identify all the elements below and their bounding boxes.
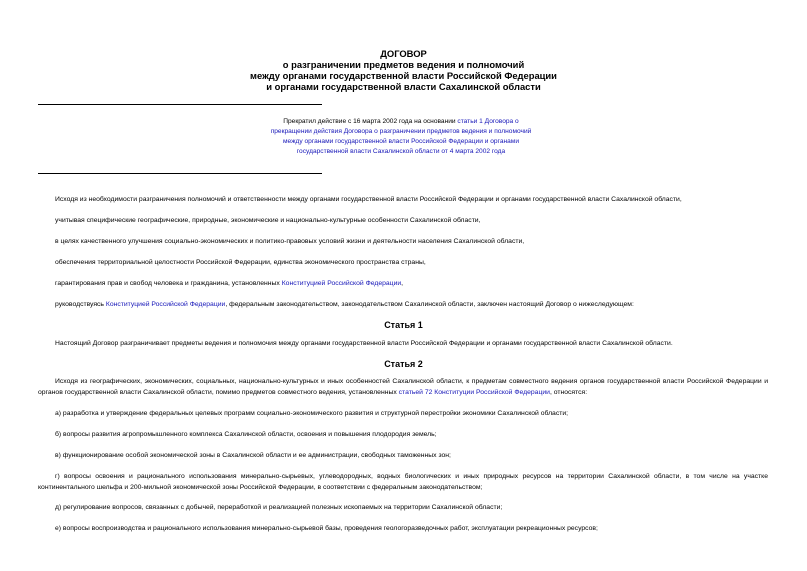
article-2-item-b: б) вопросы развития агропромышленного комплекса Сахалинской области, освоения и повышения плодородия земель; <box>55 431 437 438</box>
preamble-paragraph-1: Исходя из необходимости разграничения полномочий и ответственности между органами государственной власти Российской Федерации и органами государственной власти Сахалинской области, <box>55 196 682 203</box>
article-2-item-g: г) вопросы освоения и рационального использования минерально-сырьевых, углеводородных, водных биологических и иных природных ресурсов на территории Сахалинской области, в том числе на участке континентального шельфа и 200-мильной экономической зоны Российской Федерации, в соответствии с федеральным законодательством; <box>38 473 768 491</box>
title-line-1: ДОГОВОР <box>380 48 427 59</box>
title-line-2: о разграничении предметов ведения и полномочий <box>282 59 525 70</box>
article-1-heading: Статья 1 <box>384 320 423 330</box>
preamble-paragraph-6-end: , федеральным законодательством, законодательством Сахалинской области, заключен настоящий Договор о нижеследующем: <box>225 301 634 308</box>
preamble-paragraph-6-text: руководствуясь <box>55 301 106 308</box>
article-1-text: Настоящий Договор разграничивает предметы ведения и полномочия между органами государственной власти Российской Федерации и органами государственной власти Сахалинской области. <box>55 340 673 347</box>
status-note-link[interactable]: статьи 1 Договора о прекращении действия Договора о разграничении предметов ведения и полномочий между органами государственной власти Российской Федерации и органами государственной власти Сахалинской области от 4 марта 2002 года <box>270 118 532 156</box>
preamble-paragraph-5 <box>38 279 768 290</box>
preamble-paragraph-3: в целях качественного улучшения социально-экономических и политико-правовых условий жизни и деятельности населения Сахалинской области, <box>55 238 525 245</box>
article-2-intro-text: Исходя из географических, экономических, социальных, национально-культурных и иных особенностей Сахалинской области, к предметам совместного ведения органов государственной власти Российской Федерации и органов государственной власти Сахалинской области, помимо предметов совместного ведения, установленных <box>38 378 768 396</box>
constitution-link-2[interactable]: Конституцией Российской Федерации <box>105 301 226 308</box>
preamble-paragraph-6 <box>38 300 768 311</box>
preamble-paragraph-2: учитывая специфические географические, природные, экономические и национально-культурные особенности Сахалинской области, <box>55 217 481 224</box>
article-2-heading: Статья 2 <box>384 359 423 369</box>
top-divider <box>38 104 322 105</box>
preamble-paragraph-5-end: , <box>401 280 404 287</box>
article-2-item-e: е) вопросы воспроизводства и рационального использования минерально-сырьевой базы, проведения геологоразведочных работ, эксплуатации рекреационных ресурсов; <box>55 525 598 532</box>
preamble-paragraph-5-text: гарантирования прав и свобод человека и гражданина, установленных <box>55 280 282 287</box>
status-note-text: Прекратил действие с 16 марта 2002 года на основании <box>283 118 458 125</box>
preamble-paragraph-4: обеспечения территориальной целостности Российской Федерации, единства экономического пространства страны, <box>55 259 426 266</box>
status-note <box>270 117 532 157</box>
article-2-item-a: а) разработка и утверждение федеральных целевых программ социально-экономического развития и структурной перестройки экономики Сахалинской области; <box>55 410 569 417</box>
article-2-item-d: д) регулирование вопросов, связанных с добычей, переработкой и реализацией полезных ископаемых на территории Сахалинской области; <box>55 504 503 511</box>
title-line-3: между органами государственной власти Российской Федерации <box>250 70 557 81</box>
article-72-link[interactable]: статьей 72 Конституции Российской Федерации <box>398 388 550 396</box>
constitution-link-1[interactable]: Конституцией Российской Федерации <box>281 280 402 287</box>
bottom-divider <box>38 173 322 174</box>
article-2-item-v: в) функционирование особой экономической зоны в Сахалинской области и ее администрации, свободных таможенных зон; <box>55 452 451 459</box>
title-line-4: и органами государственной власти Сахалинской области <box>266 81 541 92</box>
article-2-intro-end: , относятся: <box>549 388 588 396</box>
article-2-intro <box>38 377 768 398</box>
document-title <box>0 48 807 92</box>
